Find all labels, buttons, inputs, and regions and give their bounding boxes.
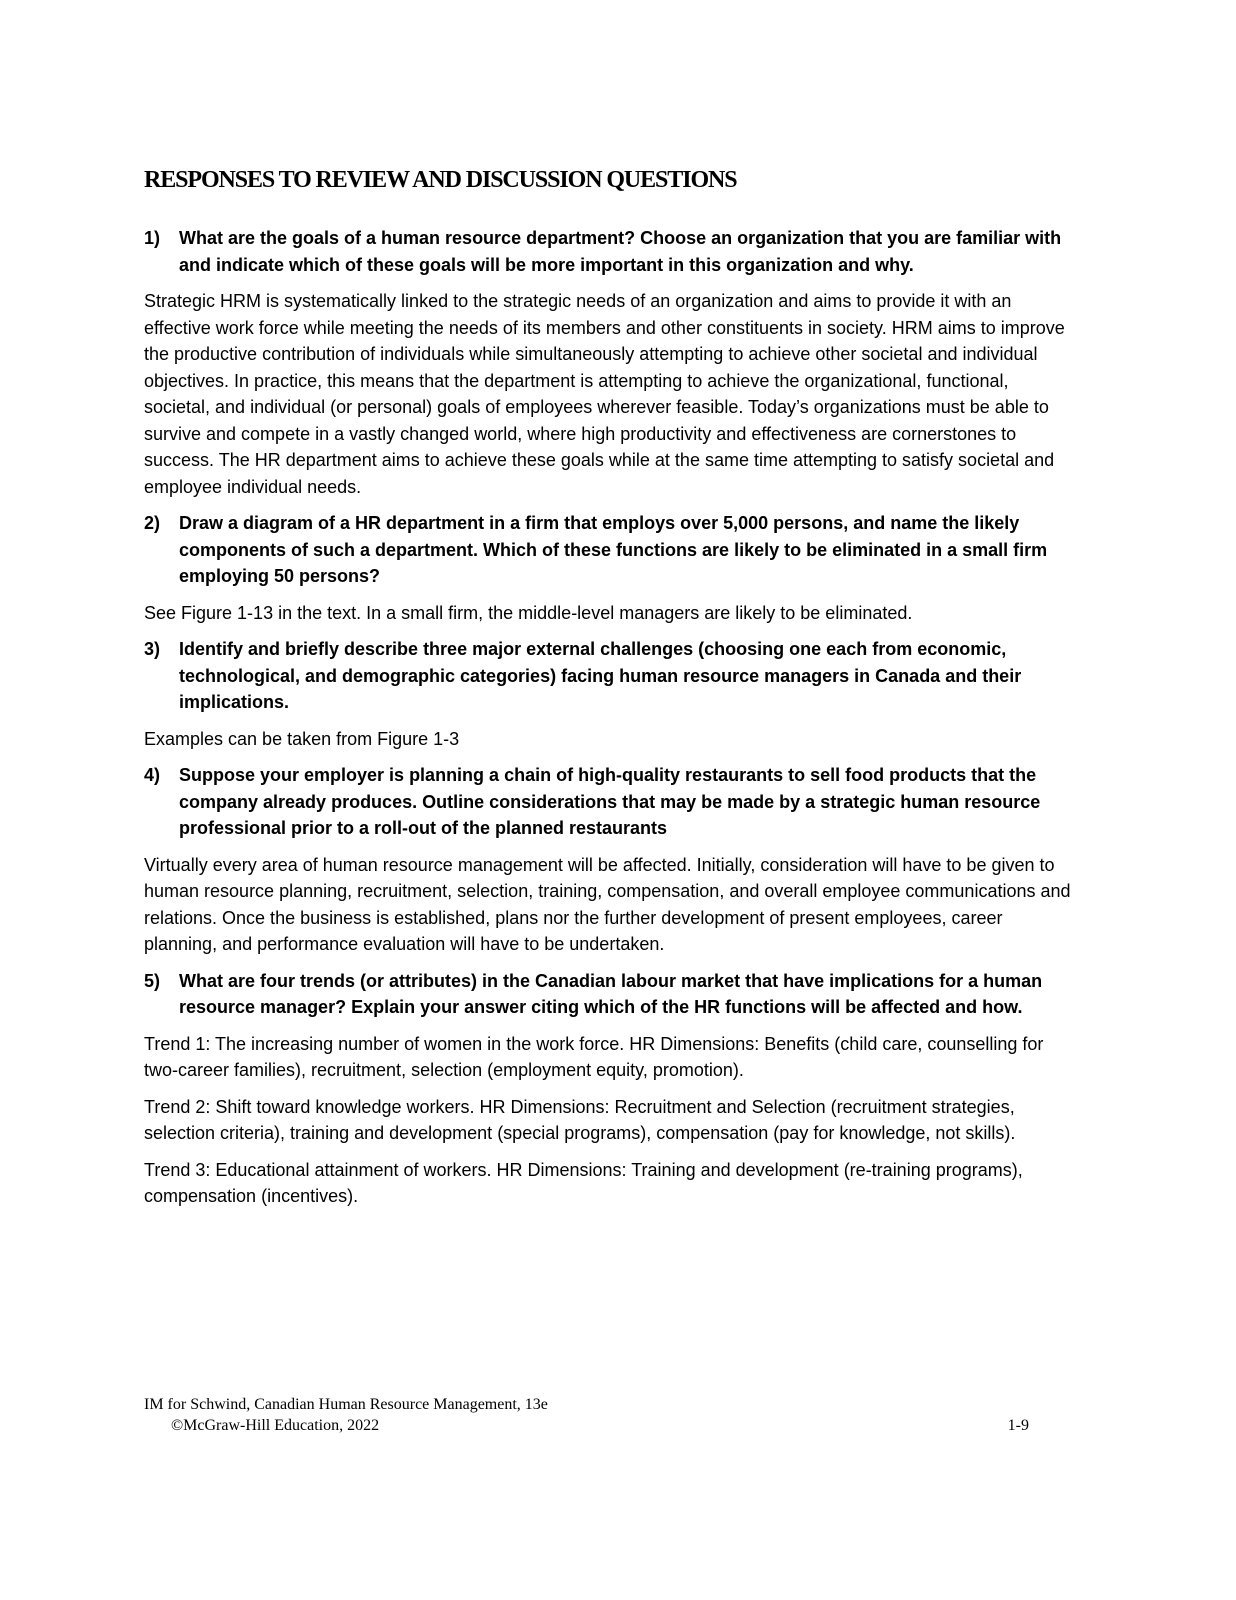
question-3 [144, 636, 1079, 716]
question-text: Identify and briefly describe three major external challenges (choosing one each from economic, technological, and demographic categories) facing human resource managers in Canada and their implications. [179, 639, 1022, 712]
qa-content [144, 225, 1079, 1220]
answer-paragraph: Virtually every area of human resource management will be affected. Initially, consideration will have to be given to human resource planning, recruitment, selection, training, compensation, and overall employee communications and relations. Once the business is established, plans nor the further development of present employees, career planning, and performance evaluation will have to be undertaken. [144, 854, 1071, 954]
answer-paragraph: Strategic HRM is systematically linked to the strategic needs of an organization and aims to provide it with an effective work force while meeting the needs of its members and other constituents in society. HRM aims to improve the productive contribution of individuals while simultaneously attempting to achieve other societal and individual objectives. In practice, this means that the department is attempting to achieve the organizational, functional, societal, and individual (or personal) goals of employees wherever feasible. Today’s organizations must be able to survive and compete in a vastly changed world, where high productivity and effectiveness are cornerstones to success. The HR department aims to achieve these goals while at the same time attempting to satisfy societal and employee individual needs. [144, 291, 1065, 497]
footer-copyright-row [144, 1415, 1029, 1436]
page-number: 1-9 [1007, 1417, 1029, 1434]
footer-title: IM for Schwind, Canadian Human Resource Management, 13e [144, 1396, 548, 1413]
question-number: 4) [144, 765, 161, 785]
page-heading: RESPONSES TO REVIEW AND DISCUSSION QUESTIONS [144, 167, 737, 193]
answer-paragraph: Trend 2: Shift toward knowledge workers. HR Dimensions: Recruitment and Selection (recruitment strategies, selection criteria), training and development (special programs), compensation (pay for knowledge, not skills). [144, 1096, 1016, 1143]
question-number: 1) [144, 228, 161, 248]
question-number: 2) [144, 513, 161, 533]
question-1 [144, 225, 1079, 278]
question-5 [144, 968, 1079, 1021]
question-2 [144, 510, 1079, 590]
footer-copyright: ©McGraw-Hill Education, 2022 [171, 1417, 380, 1434]
question-4 [144, 762, 1079, 842]
question-text: Draw a diagram of a HR department in a firm that employs over 5,000 persons, and name the likely components of such a department. Which of these functions are likely to be eliminated in a small firm employing 50 persons? [179, 513, 1048, 586]
answer-paragraph: Examples can be taken from Figure 1-3 [144, 728, 460, 749]
page-footer [144, 1394, 1029, 1436]
question-text: What are the goals of a human resource department? Choose an organization that you are familiar with and indicate which of these goals will be more important in this organization and why. [179, 228, 1062, 275]
question-text: Suppose your employer is planning a chain of high-quality restaurants to sell food products that the company already produces. Outline considerations that may be made by a strategic human resource professional prior to a roll-out of the planned restaurants [179, 765, 1041, 838]
question-text: What are four trends (or attributes) in the Canadian labour market that have implications for a human resource manager? Explain your answer citing which of the HR functions will be affected and how. [179, 970, 1043, 1017]
answer-paragraph: Trend 1: The increasing number of women in the work force. HR Dimensions: Benefits (child care, counselling for two-career families), recruitment, selection (employment equity, promotion). [144, 1033, 1044, 1080]
answer-paragraph: See Figure 1-13 in the text. In a small firm, the middle-level managers are likely to be eliminated. [144, 602, 913, 623]
question-number: 3) [144, 639, 161, 659]
answer-paragraph: Trend 3: Educational attainment of workers. HR Dimensions: Training and development (re-training programs), compensation (incentives). [144, 1159, 1023, 1206]
question-number: 5) [144, 970, 161, 991]
